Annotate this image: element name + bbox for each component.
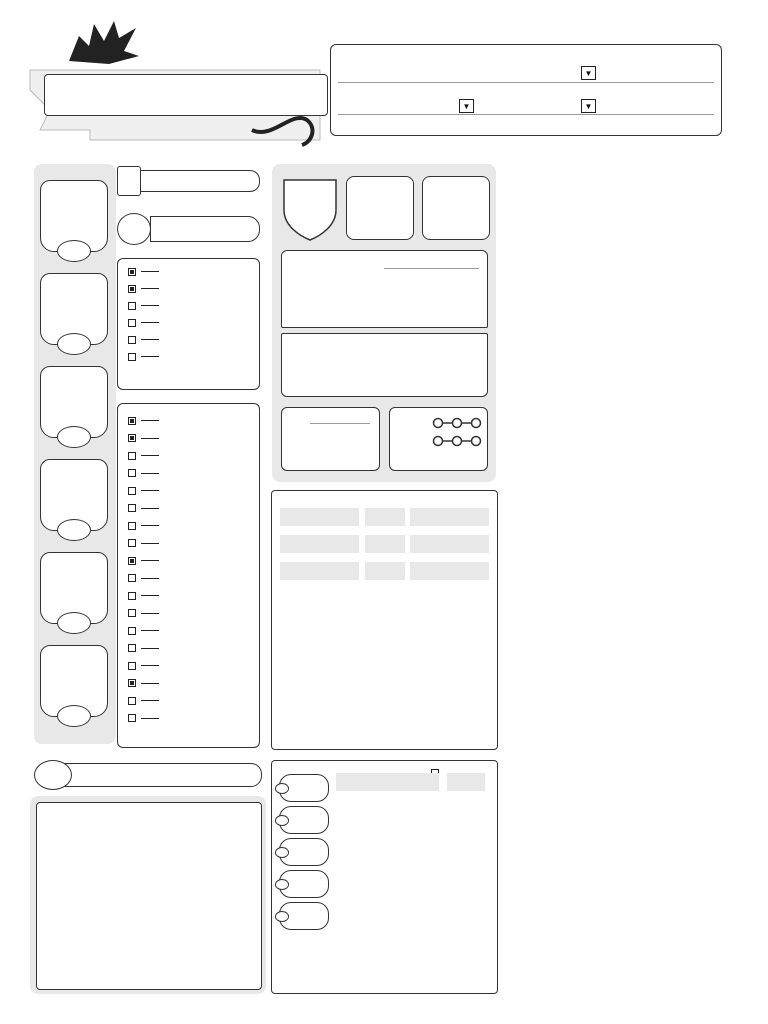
proficiency-checkbox[interactable] [128,452,136,460]
skills-box [117,403,260,748]
hp-max-line [384,268,479,269]
ability-dexterity[interactable] [40,273,106,359]
saving-throw-modifier [141,339,159,340]
armor-field[interactable] [336,773,439,791]
skill-modifier [141,438,159,439]
ability-score[interactable] [57,519,91,541]
hp-current-box[interactable] [281,250,488,328]
saving-throw-modifier [141,271,159,272]
saving-throw-row[interactable] [128,280,163,297]
proficiency-checkbox[interactable] [128,697,136,705]
skill-row[interactable] [128,640,165,657]
alignment-dropdown-button[interactable] [581,99,596,113]
ability-score[interactable] [57,705,91,727]
death-save-circles-icon [432,417,482,429]
proficiency-checkbox[interactable] [128,592,136,600]
skill-row[interactable] [128,500,165,517]
triangle-down-icon: ▼ [584,101,593,111]
proficiency-checkbox[interactable] [128,539,136,547]
proficiency-checkbox[interactable] [128,522,136,530]
coin-label [275,879,289,890]
coin-label [275,847,289,858]
skill-modifier [141,665,159,666]
ability-score[interactable] [57,426,91,448]
speed-box[interactable] [422,176,490,240]
proficiency-checkbox[interactable] [128,487,136,495]
proficiency-checkbox[interactable] [128,353,136,361]
skill-row[interactable] [128,605,165,622]
saving-throw-row[interactable] [128,348,163,365]
saving-throw-modifier [141,305,159,306]
saving-throw-modifier [141,356,159,357]
hit-dice-box[interactable] [281,407,380,471]
proficiency-checkbox[interactable] [128,285,136,293]
abilities-column [34,170,116,740]
proficiency-checkbox[interactable] [128,268,136,276]
saving-throw-row[interactable] [128,331,163,348]
coin-label [275,911,289,922]
saving-throw-row[interactable] [128,263,163,280]
passive-perception-value[interactable] [34,760,72,790]
skill-row[interactable] [128,710,165,727]
skill-row[interactable] [128,447,165,464]
skill-row[interactable] [128,552,165,569]
skill-row[interactable] [128,535,165,552]
proficiency-banner [150,216,260,242]
ability-score[interactable] [57,612,91,634]
triangle-down-icon: ▼ [584,68,593,78]
ability-constitution[interactable] [40,366,106,452]
proficiency-checkbox[interactable] [128,609,136,617]
attack-bonus-cell[interactable] [365,562,405,580]
passive-perception-banner [50,763,262,787]
proficiency-checkbox[interactable] [128,627,136,635]
race-dropdown-button[interactable] [459,99,474,113]
divider [338,114,714,115]
proficiency-checkbox[interactable] [128,336,136,344]
saving-throw-row[interactable] [128,314,163,331]
attack-damage-cell[interactable] [410,562,489,580]
header-info-panel [330,44,722,136]
skill-modifier [141,560,159,561]
skill-row[interactable] [128,622,165,639]
armor-class-shield-icon [280,176,340,242]
header-flourish [232,50,332,150]
skill-row[interactable] [128,692,165,709]
proficiency-checkbox[interactable] [128,504,136,512]
attack-name-cell[interactable] [280,535,359,553]
coin-po[interactable] [279,870,329,898]
attack-bonus-cell[interactable] [365,535,405,553]
proficiency-checkbox[interactable] [128,319,136,327]
triangle-down-icon: ▼ [462,101,471,111]
proficiency-checkbox[interactable] [128,434,136,442]
attack-name-cell[interactable] [280,508,359,526]
death-saves-success-circles[interactable] [432,416,482,434]
ability-strength[interactable] [40,180,106,266]
saving-throw-row[interactable] [128,297,163,314]
attack-name-cell[interactable] [280,562,359,580]
skill-row[interactable] [128,587,165,604]
hit-dice-total-line [310,423,370,424]
skill-modifier [141,473,159,474]
proficiency-checkbox[interactable] [128,679,136,687]
saving-throws-box [117,258,260,390]
inspiration-box[interactable] [117,166,141,196]
initiative-box[interactable] [346,176,414,240]
coin-ppt[interactable] [279,902,329,930]
ability-score[interactable] [57,333,91,355]
coin-pe[interactable] [279,838,329,866]
skill-modifier [141,630,159,631]
coin-pp[interactable] [279,806,329,834]
skill-row[interactable] [128,430,165,447]
ability-score[interactable] [57,240,91,262]
armor-ca-field[interactable] [447,773,485,791]
background-dropdown-button[interactable] [581,66,596,80]
coin-label [275,783,289,794]
skill-row[interactable] [128,482,165,499]
proficiency-circle[interactable] [117,213,151,245]
skill-row[interactable] [128,517,165,534]
attack-bonus-cell[interactable] [365,508,405,526]
proficiency-checkbox[interactable] [128,417,136,425]
skill-modifier [141,543,159,544]
skill-row[interactable] [128,675,165,692]
skill-modifier [141,508,159,509]
ability-wisdom[interactable] [40,552,106,638]
attack-damage-cell[interactable] [410,535,489,553]
proficiency-checkbox[interactable] [128,714,136,722]
skill-modifier [141,613,159,614]
inspiration-banner [140,170,260,192]
dragon-logo-icon [64,16,144,66]
death-saves-fail-circles[interactable] [432,434,482,452]
skill-modifier [141,683,159,684]
skill-modifier [141,420,159,421]
other-prof-box[interactable] [36,802,262,990]
ability-charisma[interactable] [40,645,106,731]
skill-modifier [141,700,159,701]
skill-modifier [141,648,159,649]
skill-modifier [141,718,159,719]
ability-intelligence[interactable] [40,459,106,545]
proficiency-checkbox[interactable] [128,302,136,310]
skill-modifier [141,490,159,491]
proficiency-checkbox[interactable] [128,574,136,582]
skill-row[interactable] [128,412,165,429]
skill-row[interactable] [128,657,165,674]
skill-row[interactable] [128,570,165,587]
attack-damage-cell[interactable] [410,508,489,526]
divider [338,82,714,83]
proficiency-checkbox[interactable] [128,469,136,477]
coin-pc[interactable] [279,774,329,802]
proficiency-checkbox[interactable] [128,644,136,652]
hp-temp-box[interactable] [281,333,488,397]
saving-throw-modifier [141,288,159,289]
attacks-box [271,490,498,750]
header [0,0,768,160]
coin-label [275,815,289,826]
skill-modifier [141,455,159,456]
skill-modifier [141,578,159,579]
proficiency-checkbox[interactable] [128,557,136,565]
skill-row[interactable] [128,465,165,482]
skill-modifier [141,525,159,526]
saving-throw-modifier [141,322,159,323]
proficiency-checkbox[interactable] [128,662,136,670]
death-save-circles-icon [432,435,482,447]
skill-modifier [141,595,159,596]
